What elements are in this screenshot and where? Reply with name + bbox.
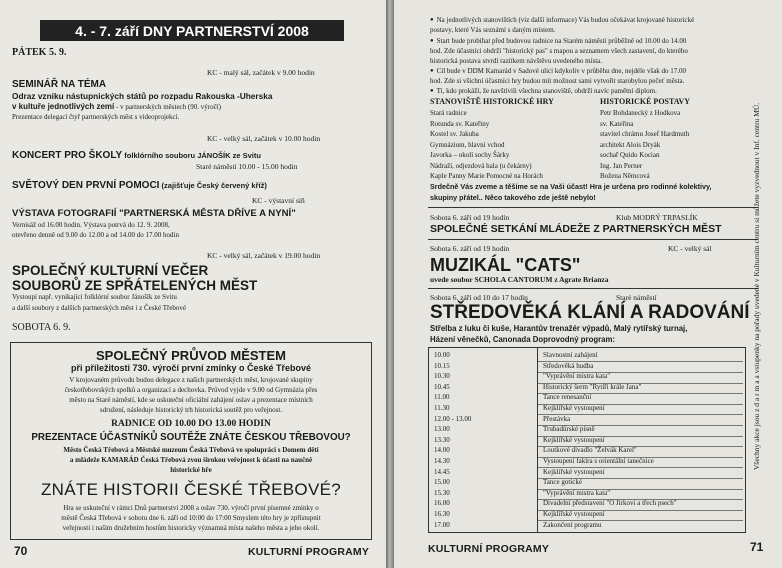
schedule-event: Trubadůrské písně <box>543 425 595 434</box>
evening-meta: KC - velký sál, začátek v 19.00 hodin <box>207 251 321 260</box>
schedule-event: "Vyprávění mistra kata" <box>543 488 611 497</box>
medieval-desc-1: Střelba z luku či kuše, Harantův trenažér výpadů, Malý rytířský turnaj, <box>430 324 688 333</box>
person-item: Petr Bohdanecký z Hodkova <box>600 109 681 117</box>
seminar-title: SEMINÁŘ NA TÉMA <box>12 79 107 90</box>
medieval-title: STŘEDOVĚKÁ KLÁNÍ A RADOVÁNÍ <box>430 302 750 323</box>
cats-subtitle: uvede soubor SCHOLA CANTORUM z Agrate Brianza <box>430 275 609 284</box>
side-note: Všechny akce jsou z d a r m a a vstupenky na pořady uvedené v Kulturním centru si můžete vyzvednout v Inf. centru MÚ. <box>752 102 761 470</box>
schedule-event: "Vyprávění mistra kata" <box>543 372 611 381</box>
schedule-time: 13.00 <box>434 425 450 434</box>
parade-title: SPOLEČNÝ PRŮVOD MĚSTEM <box>96 348 286 363</box>
schedule-time: 13.30 <box>434 435 450 444</box>
parade-invite-2: a mládeže KAMARÁD Česká Třebová zvou širokou veřejnost k účasti na naučně <box>69 456 313 464</box>
footer-right: KULTURNÍ PROGRAMY <box>428 543 550 555</box>
schedule-event: Vystoupení fakíra s orientální tanečnice <box>543 457 654 465</box>
station-item: Javorka – okolí sochy Šárky <box>430 151 510 159</box>
youth-date: Sobota 6. září od 19 hodin <box>430 213 510 222</box>
parade-invite-3: historické hře <box>170 466 212 474</box>
parade-footer-2: městě Česká Třebová v sobotu dne 6. září od 10:00 do 17:00 Smyslem této hry je zpřístupnit <box>61 514 321 522</box>
station-item: Kaple Panny Marie Pomocné na Horách <box>430 172 543 180</box>
divider-3 <box>428 288 758 289</box>
medieval-desc-2: Házení věnečků, Canonada Doprovodný program: <box>430 335 615 344</box>
parade-footer-1: Hra se uskuteční v rámci Dnů partnerství 2008 a oslav 730. výročí první písemné zmínky o <box>63 504 319 512</box>
schedule-time: 16.30 <box>434 510 450 518</box>
invite-line-2: skupiny přátel.. Něco takového zde ještě nebylo! <box>430 193 596 202</box>
invite-line-1: Srdečně Vás zveme a těšíme se na Vaši účast! Hra je určena pro rodinné kolektivy, <box>430 182 712 191</box>
parade-radnice: RADNICE OD 10.00 DO 13.00 HODIN <box>111 419 271 429</box>
exhibition-meta: KC - výstavní síň <box>252 196 305 205</box>
station-item: Kostel sv. Jakuba <box>430 130 479 138</box>
evening-line-1: Vystoupí např. vynikající folklórní soubor Jánošík ze Svitu <box>12 293 177 301</box>
person-item: sv. Kateřina <box>600 119 634 128</box>
schedule-event: Tance gotické <box>543 478 582 487</box>
schedule-time: 11.30 <box>434 404 450 412</box>
seminar-description: Prezentace delegací čtyř partnerských měst s videoprojekcí. <box>12 113 180 121</box>
person-item: Ing. Jan Perner <box>600 161 643 170</box>
schedule-event: Kejklířské vystoupení <box>543 510 605 518</box>
parade-big-title: ZNÁTE HISTORII ČESKÉ TŘEBOVÉ? <box>41 480 341 499</box>
bullet-3b: hod. Zde si všichni účastníci hry budou mít možnost sami vytvořit starobylou pečeť města. <box>430 77 685 85</box>
schedule-event: Historický šerm "Rytíři krále Jana" <box>543 382 642 391</box>
first-aid-meta: Staré náměstí 10.00 - 15.00 hodin <box>196 162 298 171</box>
footer-left: KULTURNÍ PROGRAMY <box>248 546 370 558</box>
schedule-divider <box>537 347 538 532</box>
cats-place: KC - velký sál <box>668 244 712 253</box>
bullet-4: ● Ti, kdo prokáží, že navštívili všechna stanoviště, obdrží navíc pamětní diplom. <box>430 88 657 95</box>
first-aid-title-main: SVĚTOVÝ DEN PRVNÍ POMOCI <box>12 180 160 191</box>
seminar-meta: KC - malý sál, začátek v 9.00 hodin <box>207 68 315 77</box>
parade-text-3: město na Staré náměstí, kde se uskuteční oficiální zahájení oslav a prezentace místních <box>69 396 313 404</box>
person-item: sochař Quido Kocian <box>600 151 660 159</box>
parade-presentation: PREZENTACE ÚČASTNÍKŮ SOUTĚŽE ZNÁTE ČESKOU TŘEBOVOU? <box>31 432 351 443</box>
parade-text-4: sdružení, následuje historický trh historická soutěž pro veřejnost. <box>99 406 283 414</box>
schedule-time: 14.30 <box>434 457 450 465</box>
schedule-event: Středověká hudba <box>543 361 594 370</box>
cats-title: MUZIKÁL "CATS" <box>430 255 581 275</box>
book-gutter <box>386 0 394 568</box>
schedule-event: Tance renesanční <box>543 393 592 402</box>
schedule-time: 10.30 <box>434 372 450 381</box>
page-number-left: 70 <box>14 544 28 558</box>
divider-2 <box>428 239 758 240</box>
evening-title-2: SOUBORŮ ZE SPŘÁTELENÝCH MĚST <box>12 278 258 293</box>
schedule-time: 14.00 <box>434 446 450 455</box>
stations-header: STANOVIŠTĚ HISTORICKÉ HRY <box>430 97 554 106</box>
exhibition-title: VÝSTAVA FOTOGRAFIÍ "PARTNERSKÁ MĚSTA DŘÍVE A NYNÍ" <box>12 208 296 219</box>
person-item: architekt Alois Dryák <box>600 140 661 149</box>
schedule-time: 10.00 <box>434 351 450 359</box>
schedule-time: 16.00 <box>434 499 450 508</box>
bullet-3: ● Cíl bude v DDM Kamarád v Sadové ulici kdykoliv v průběhu dne, nejdéle však do 17.00 <box>430 68 686 75</box>
youth-place: Klub MODRÝ TRPASLÍK <box>616 213 698 222</box>
first-aid-title-sub: (zajišťuje Český červený kříž) <box>159 181 267 190</box>
schedule-event: Divadelní představení "O Jirkovi a třech psech" <box>543 499 677 508</box>
schedule-time: 11.00 <box>434 393 450 402</box>
friday-heading: PÁTEK 5. 9. <box>12 47 67 58</box>
medieval-date: Sobota 6. září od 10 do 17 hodin <box>430 293 528 302</box>
station-item: Gymnázium, hlavní vchod <box>430 140 505 149</box>
first-aid-title <box>12 176 267 192</box>
divider-1 <box>428 207 758 208</box>
exhibition-line-2: otevřeno denně od 9.00 do 12.00 a od 14.00 do 17.00 hodin <box>12 231 180 239</box>
person-item: stavitel chrámu Josef Hardmuth <box>600 130 690 138</box>
schedule-time: 17.00 <box>434 520 450 529</box>
seminar-subtitle: Odraz vzniku nástupnických států po rozpadu Rakouska -Uherska <box>12 91 273 101</box>
schedule-event: Zakončení programu <box>543 520 602 529</box>
seminar-subtitle-2-bold: v kultuře jednotlivých zemí <box>12 102 115 111</box>
concert-title <box>12 146 261 162</box>
concert-title-sub: folklórního souboru JÁNOŠÍK ze Svitu <box>122 151 261 160</box>
parade-footer-3: veřejnosti i našim družebním hostům historicky významná místa našeho města a jeho okolí. <box>62 524 320 532</box>
exhibition-line-1: Vernisáž od 16.00 hodin. Výstava potrvá do 12. 9. 2008, <box>12 221 170 229</box>
evening-line-2: a další soubory z dalších partnerských měst i z České Třebové <box>12 304 187 312</box>
evening-title-1: SPOLEČNÝ KULTURNÍ VEČER <box>12 263 209 278</box>
left-page <box>0 0 386 568</box>
station-item: Rotunda sv. Kateřiny <box>430 119 490 128</box>
schedule-time: 15.30 <box>434 488 450 497</box>
persons-header: HISTORICKÉ POSTAVY <box>600 97 691 106</box>
schedule-event: Kejklířské vystoupení <box>543 467 605 476</box>
person-item: Božena Němcová <box>600 172 650 180</box>
station-item: Nádraží, odjezdová hala (u čekárny) <box>430 161 532 170</box>
cats-date: Sobota 6. září od 19 hodin <box>430 244 510 253</box>
schedule-time: 12.00 - 13.00 <box>434 414 472 423</box>
schedule-event: Slavnostní zahájení <box>543 351 598 359</box>
bullet-2b: hod. Zde účastníci obdrží "historický pas" s mapou a seznamem všech zastavení, do kterého <box>430 47 688 55</box>
event-banner: 4. - 7. září DNY PARTNERSTVÍ 2008 <box>40 20 344 41</box>
seminar-subtitle-2-note: - v partnerských městech (90. výročí) <box>114 103 221 111</box>
schedule-time: 10.45 <box>434 382 450 391</box>
bullet-2c: historická postava stvrdí razítkem návštěvu uvedeného místa. <box>430 57 603 65</box>
bullet-2: ● Start bude probíhat před budovou radnice na Starém náměstí průběžně od 10.00 do 14.00 <box>430 38 686 45</box>
schedule-event: Přestávka <box>543 414 571 423</box>
bullet-1: ● Na jednotlivých stanovištích (viz další informace) Vás budou očekávat krojované historické <box>430 17 694 24</box>
concert-title-main: KONCERT PRO ŠKOLY <box>12 150 123 161</box>
station-item: Stará radnice <box>430 109 467 117</box>
saturday-heading: SOBOTA 6. 9. <box>12 322 71 333</box>
bullet-1b: postavy, které Vás seznámí s daným místem. <box>430 26 556 34</box>
right-page <box>394 0 782 568</box>
concert-meta: KC - velký sál, začátek v 10.00 hodin <box>207 134 321 143</box>
schedule-time: 14.45 <box>434 467 450 476</box>
parade-text-2: českotřebovských spolků a organizací a dechovka. Průvod vyjde v 9.00 od Gymnázia přes <box>64 386 318 394</box>
parade-text-1: V krojovaném průvodu budou delegace z našich partnerských měst, krojované skupiny <box>69 376 313 384</box>
parade-invite-1: Město Česká Třebová a Městské muzeum Česká Třebová ve spolupráci s Domem dětí <box>63 446 319 454</box>
youth-title: SPOLEČNÉ SETKÁNÍ MLÁDEŽE Z PARTNERSKÝCH MĚST <box>430 223 722 235</box>
schedule-event: Kejklířské vystoupení <box>543 435 605 444</box>
schedule-time: 15.00 <box>434 478 450 487</box>
schedule-time: 10.15 <box>434 361 450 370</box>
schedule-event: Kejklířské vystoupení <box>543 404 605 412</box>
page-number-right: 71 <box>750 540 764 554</box>
seminar-subtitle-2 <box>12 103 221 111</box>
medieval-place: Staré náměstí <box>616 293 657 302</box>
schedule-event: Loutkové divadlo "Želvák Karel" <box>543 446 637 455</box>
parade-subtitle: při příležitosti 730. výročí první zmínky o České Třebové <box>70 363 312 373</box>
